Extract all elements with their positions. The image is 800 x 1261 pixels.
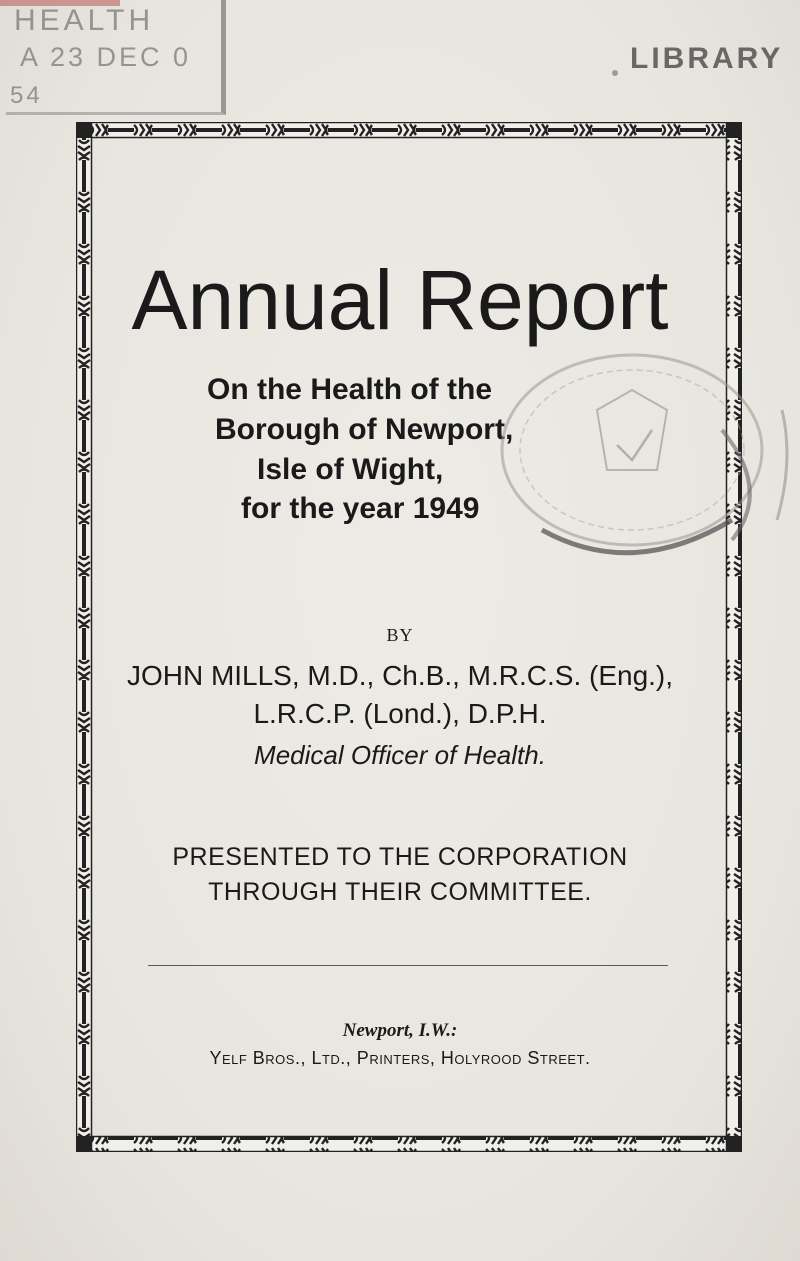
stamp-line-3: 54 — [10, 82, 43, 109]
printer-text: Yelf Bros., Ltd., Printers, Holyrood Street. — [209, 1048, 591, 1068]
library-stamp-text: LIBRARY — [630, 42, 784, 75]
report-title: Annual Report — [131, 253, 669, 347]
seal-svg — [482, 350, 800, 565]
stamp-line-1: HEALTH — [14, 4, 155, 37]
subtitle-line-3: Isle of Wight, — [257, 453, 444, 486]
presented-line-1: PRESENTED TO THE CORPORATION — [172, 843, 628, 871]
subtitle-line-1: On the Health of the — [207, 373, 492, 406]
presented-line-2: THROUGH THEIR COMMITTEE. — [208, 878, 592, 906]
imprint-place: Newport, I.W.: — [342, 1020, 458, 1041]
stamp-line-2: A 23 DEC 0 — [20, 42, 192, 72]
divider-rule — [148, 965, 668, 966]
stamp-dot — [612, 70, 618, 76]
author-name: JOHN MILLS, M.D., Ch.B., M.R.C.S. (Eng.), — [126, 660, 674, 691]
subtitle-line-2: Borough of Newport, — [215, 413, 514, 446]
author-qualifications: L.R.C.P. (Lond.), D.P.H. — [253, 698, 547, 729]
printer-imprint — [0, 1048, 800, 1069]
library-received-stamp — [0, 0, 232, 118]
subtitle-line-4: for the year 1949 — [241, 492, 480, 525]
embossed-seal — [482, 350, 800, 565]
author-role: Medical Officer of Health. — [254, 740, 546, 770]
by-label: BY — [386, 625, 414, 645]
